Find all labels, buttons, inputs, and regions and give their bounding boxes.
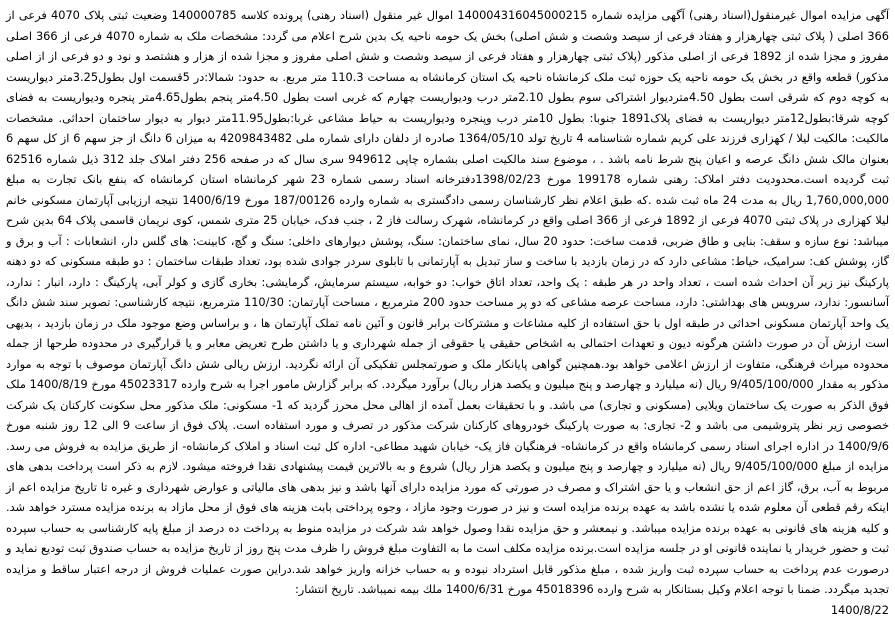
publish-date: 1400/8/22 — [830, 602, 889, 617]
notice-body: آگهی مزایده اموال غیرمنقول(اسناد رهنی) آگهی مزایده شماره 140004316045000215 اموال غیر منقول (اسناد رهنی) پرونده کلاسه 140000785 وضعیت ثبتی پلاک 4070 فرعی از 366 اصلی ( پلاک ثبتی چهارهزار و هفتاد فرعی از سیصد وشصت و شش اصلی) بخش یک حومه ناحیه یک بدین شرح اعلام می گردد: مشخصات ملک به شماره 4070 فرعی از 366 اصلی مفروز و مجزا شده از 1892 فرعی از اصلی مذکور (پلاک ثبتی چهارهزار و هفتاد فرعی از سیصد وشصت و شش اصلی مفروز و مجزا شده از هزار و هشتصد و نود و دو فرعی از از اصلی مذکور) قطعه واقع در بخش یک حومه ناحیه یک حوزه ثبت ملک کرمانشاه ناحیه یک استان کرمانشاه به مساحت 110.3 متر مربع. به حدود: شمالا:در 5قسمت اول بطول3.25متر دیواریست به کوچه دوم که شرقی است بطول 4.50متردیوار اشتراکی سوم بطول 2.10متر درب ودیواریست چهارم که غربی است بطول 4.50متر پنجم بطول4.65متر پنجره ودیواریست به فضای کوچه شرقا:بطول12متر دیواریست به فضای پلاک1891 جنوبا: بطول 10متر درب وپنجره ودیواریست به حیاط مشاعی غربا:بطول11.95متر دیوار به دیوار ساختمان احداثی. مشخصات مالکیت: مالکیت لیلا / کهزاری فرزند علی کریم شماره شناسنامه 4 تاریخ تولد 1364/05/10 صادره از دلفان دارای شماره ملی 4209843482 به میزان 6 دانگ از جز سهم 6 از کل سهم 6 بعنوان مالک شش دانگ عرصه و اعیان پنج شرط نامه باشد . ، موضوع سند مالکیت اصلی بشماره چاپی 949612 سری سال که در صفحه 256 دفتر املاک جلد 312 ذیل شماره 62516 ثبت گردیده است.محدودیت دفتر املاک: رهنی شماره 199178 مورخ 1398/02/23دفترخانه اسناد رسمی شماره 23 شهر کرمانشاه استان کرمانشاه که بنفع بانک تجارت به مبلغ 1,760,000,000 ریال به مدت 24 ماه ثبت شده .که طبق اعلام نظر کارشناسان رسمی دادگستری به شماره وارده 187/00126 مورخ 1400/6/19 نتیجه ارزیابی آپارتمان مسکونی خانم لیلا کهزاری در پلاک ثبتی 4070 فرعی از 1892 فرعی از 366 اصلی واقع در کرمانشاه، شهرک رسالت فاز 2 ، جنب فدک، خیابان 25 متری شمس، کوی نریمان قاسمی پلاک 64 بدین شرح میباشد: نوع سازه و سقف: بنایی و طاق ضربی، قدمت ساخت: حدود 20 سال، نمای ساختمان: سنگ، پوشش دیوارهای داخلی: سنگ و گچ، کابینت: های گلس دار، انشعابات : آب و برق و گاز، پوشش کف: سرامیک، حیاط: مشاعی دارد که در زمان بازدید با ساخت و ساز تبدیل به آپارتمانی با تابلوی سردر جوادی شده بود، تعداد طبقات ساختمان : دو طبقه مسکونی که دو دهنه پارکینگ نیز زیر آن احداث شده است ، تعداد واحد در هر طبقه : یک واحد، تعداد اتاق خواب: دو خوابه، سیستم سرمایش، گرمایشی: بخاری گازی و کولر آبی، پارکینگ : دارد، انبار : ندارد، آسانسور: ندارد، سرویس های بهداشتی: دارد، مساحت عرصه مشاعی که دو پر مساحت حدود 200 مترمربع ، مساحت آپارتمان: 110/30 مترمربع، نتیجه کارشناسی: تصویر سند شش دانگ یک واحد آپارتمان مسکونی احداثی در طبقه اول با حق استفاده از کلیه مشاعات و مشترکات برابر قانون و آئین نامه تملک آپارتمان ها ، و براساس وضع موجود ملک در زمان بازدید ، بدیهی است ارزش آن در صورت داشتن هرگونه دیون و تعهدات احتمالی به اشخاص حقیقی یا حقوقی از جمله شهرداری و یا داشتن طرح تعریض معابر و یا قرارگیری در محدوده طرحها از جمله محدوده میراث فرهنگی، متفاوت از ارزش اعلامی خواهد بود.همچنین گواهی پایانکار ملک و صورتمجلس تفکیکی آن ارائه نگردید. ارزش ریالی شش دانگ آپارتمان موصوف با توجه به موارد مذکور به مقدار 9/405/100/000 ریال (نه میلیارد و چهارصد و پنج میلیون و یکصد هزار ریال) برآورد میگردد. که برابر گزارش مامور اجرا به شرح وارده 45023317 مورخ 1400/8/19 ملک فوق الذکر به صورت یک ساختمان ویلایی (مسکونی و تجاری) می باشد. و با تحقیقات بعمل آمده از اهالی محل محرز گردید که 1- مسکونی: ملک مذکور محل سکونت کارکنان یک شرکت خصوصی زیر نظر پتروشیمی می باشد و 2- تجاری: به صورت پارکینگ خودروهای کارکنان شرکت مذکور در تصرف و مورد استفاده است. پلاک فوق از ساعت 9 الی 12 روز شنبه مورخ 1400/9/6 در اداره اجرای اسناد رسمی کرمانشاه واقع در کرمانشاه- فرهنگیان فاز یک- خیابان شهید مطاعی- اداره کل ثبت اسناد و املاک کرمانشاه- از طریق مزایده به فروش می رسد. مزایده از مبلغ 9/405/100/000 ریال (نه میلیارد و چهارصد و پنج میلیون و یکصد هزار ریال) شروع و به بالاترین قیمت پیشنهادی نقدا فروخته میشود. لازم به ذکر است پرداخت بدهی های مربوط به آب، برق، گاز اعم از حق انشعاب و یا حق اشتراک و مصرف در صورتی که مورد مزایده دارای آنها باشد و نیز بدهی های مالیاتی و عوارض شهرداری و غیره تا تاریخ مزایده اعم از اینکه رقم قطعی آن معلوم شده یا نشده باشد به عهده برنده مزایده است و نیز در صورت وجود مازاد ، وجوه پرداختی بابت هزینه های فوق از محل مازاد به برنده مزایده مسترد خواهد شد. و کلیه هزینه های قانونی به عهده برنده مزایده میباشد. و نیمعشر و حق مزایده نقدا وصول خواهد شد شرکت در مزایده منوط به پرداخت ده درصد از مبلغ پایه کارشناسی به حساب سپرده ثبت و حضور خریدار یا نماینده قانونی او در جلسه مزایده است.برنده مزایده مکلف است ما به التفاوت مبلغ فروش را ظرف مدت پنج روز از تاریخ مزایده به حساب صندوق ثبت توديع نمايد و درصورت عدم پرداخت به حساب سپرده ثبت واريز شده ، مبلغ مذكور قابل استرداد نبوده و به حساب خزانه واريز خواهد شد.دراين صورت عمليات فروش از درجه اعتبار ساقط و مزايده تجديد ميگردد. ضمنا با توجه اعلام وكيل بستانكار به شرح وارده 45018396 مورخ 1400/6/31 ملك بيمه نميباشد. تاريخ انتشار: — [6, 8, 890, 596]
